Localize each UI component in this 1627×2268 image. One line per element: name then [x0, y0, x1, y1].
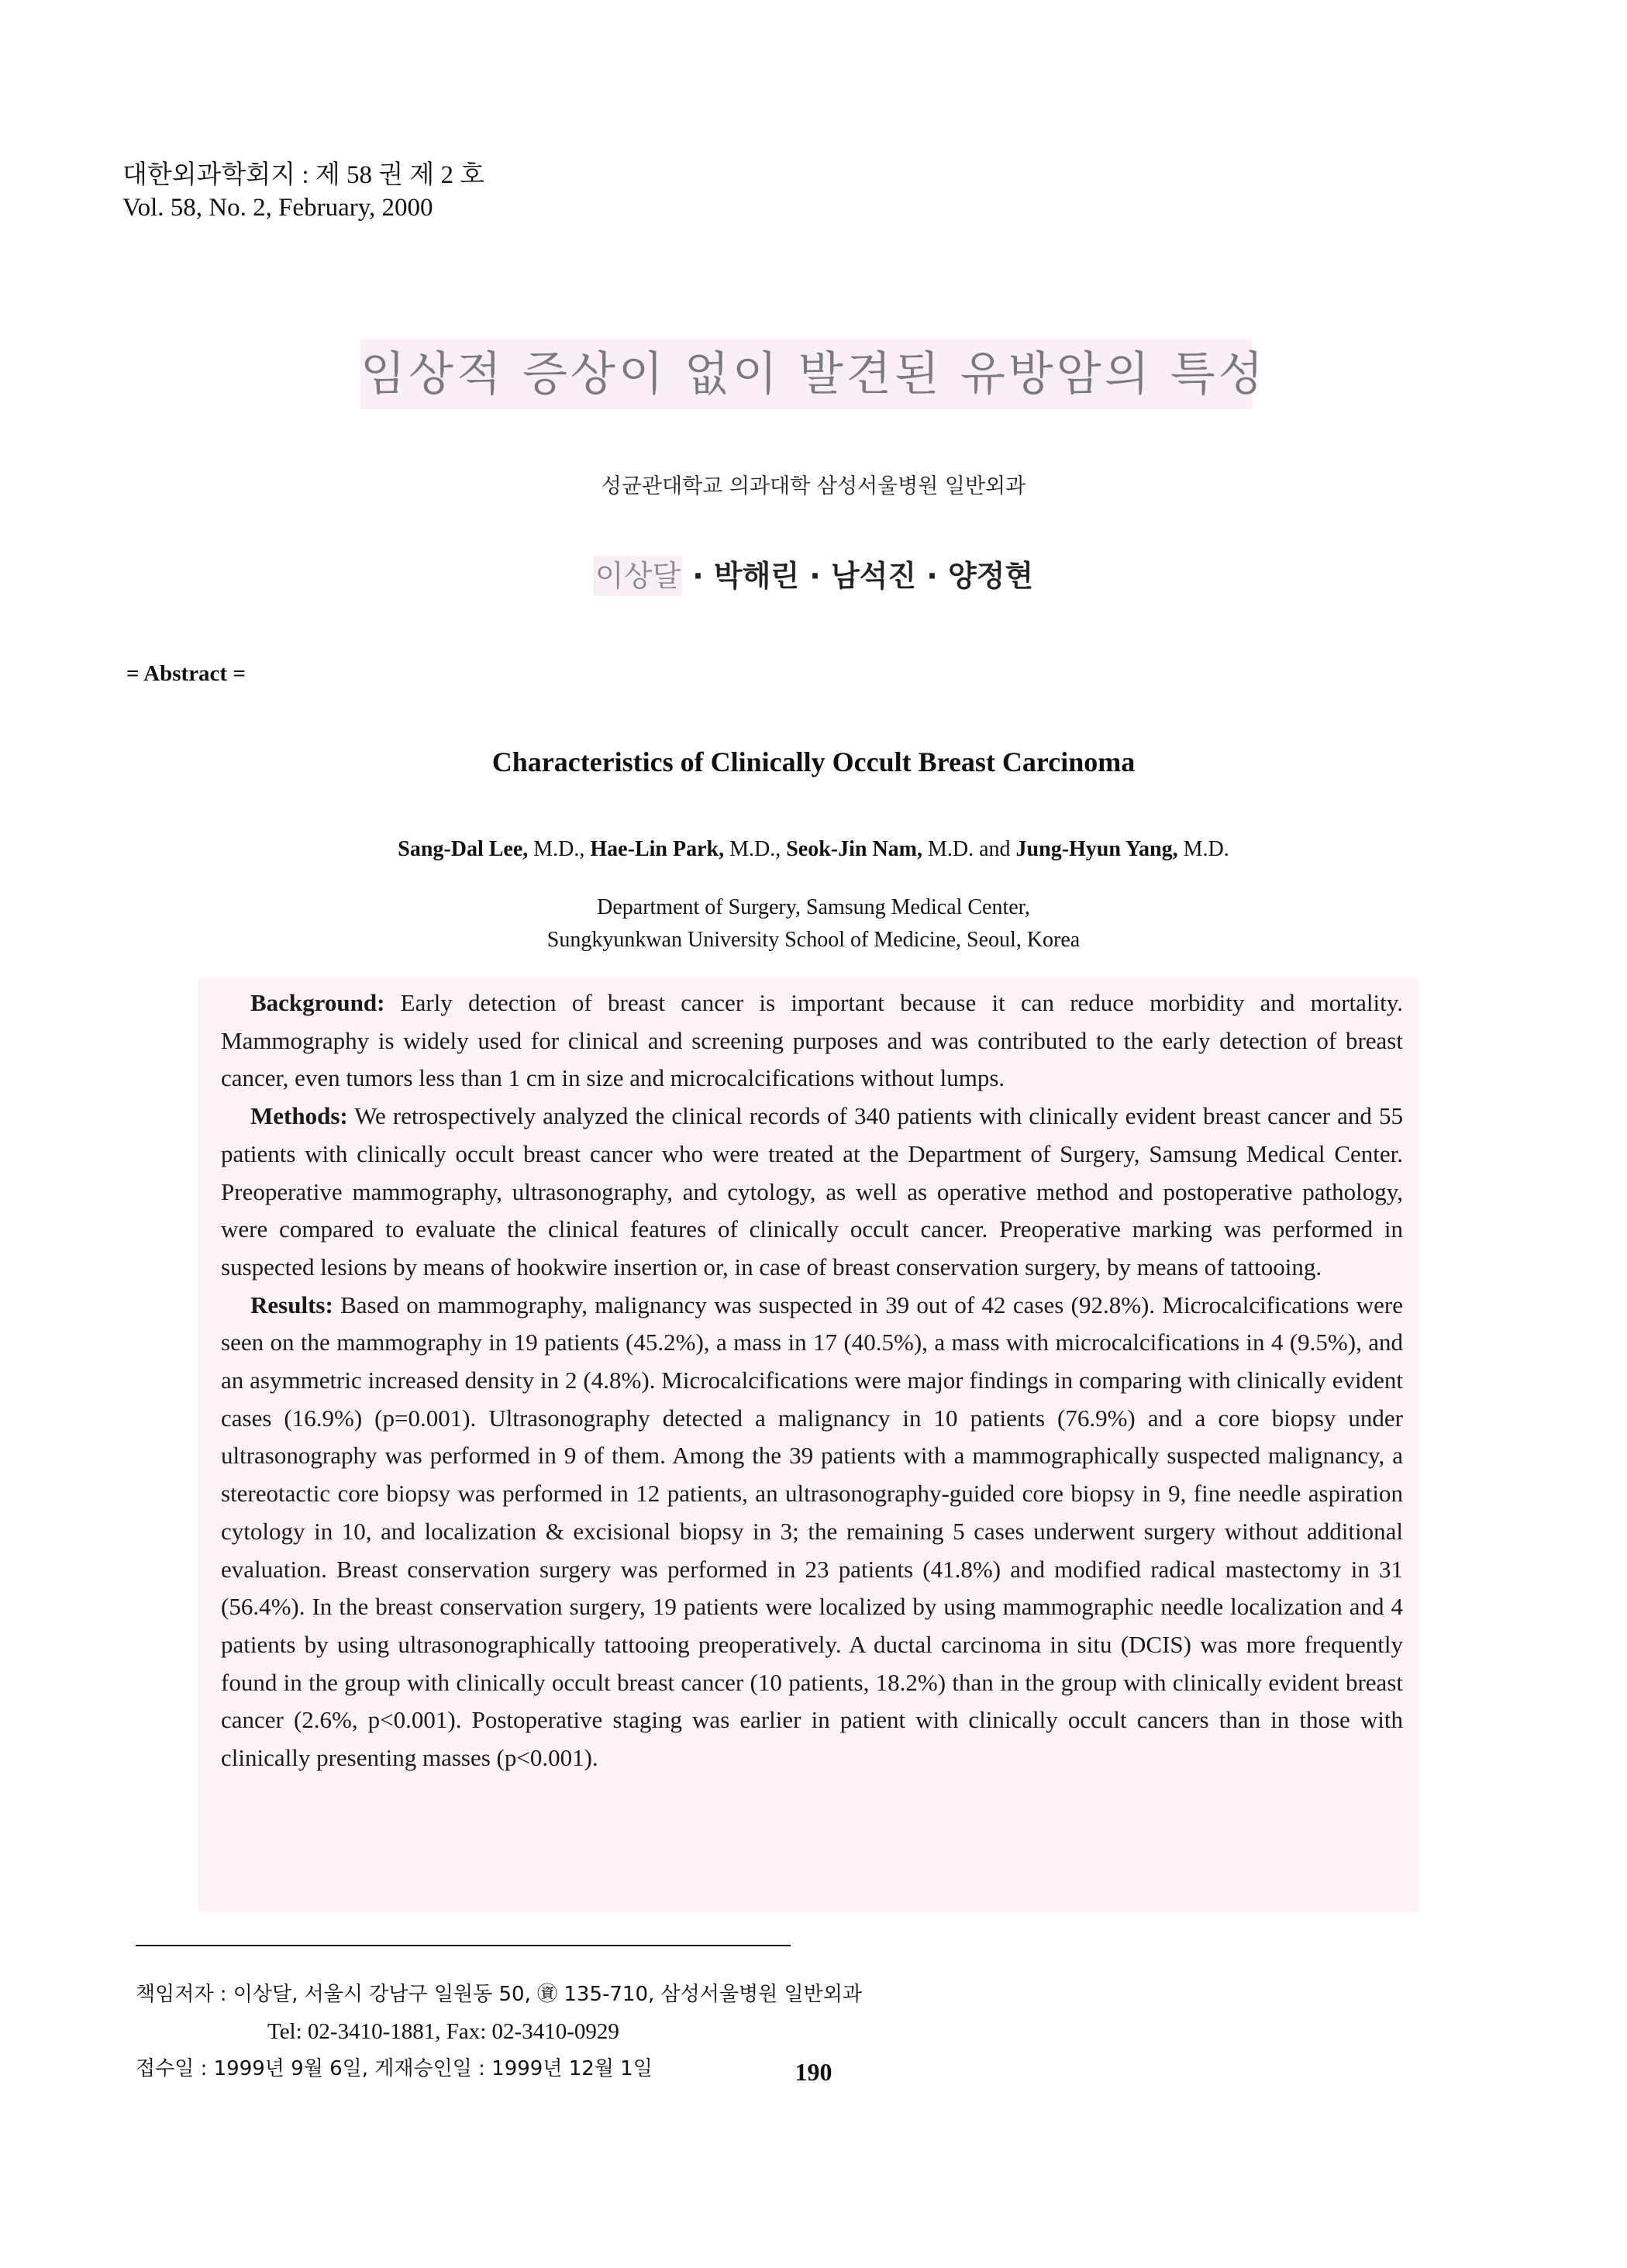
section-text: We retrospectively analyzed the clinical records of 340 patients with clinically evident breast cancer and 55 patients with clinically occult breast cancer who were treated at the Department of Surgery, Samsung Medical Center. Preoperative mammography, ultrasonography, and cytology, as well as operative method and postoperative pathology, were compared to evaluate the clinical features of clinically occult cancer. Preoperative marking was performed in suspected lesions by means of hookwire insertion or, in case of breast conservation surgery, by means of tattooing. — [221, 1102, 1403, 1280]
author-name: Sang-Dal Lee, — [398, 837, 529, 861]
corresponding-text: 이상달, 서울시 강남구 일원동 50, ㊮ 135-710, 삼성서울병원 일반외과 — [233, 1983, 862, 2006]
abstract-results-paragraph — [221, 1287, 1403, 1777]
english-title: Characteristics of Clinically Occult Breast Carcinoma — [491, 746, 1136, 777]
author-name: Jung-Hyun Yang, — [1015, 837, 1178, 861]
corresponding-author-line — [136, 1975, 862, 2013]
journal-volume-line: Vol. 58, No. 2, February, 2000 — [122, 194, 433, 222]
author-suffix: M.D., — [528, 837, 591, 861]
section-label: Methods: — [250, 1102, 348, 1130]
korean-affiliation: 성균관대학교 의과대학 삼성서울병원 일반외과 — [601, 474, 1026, 498]
english-affiliation — [0, 891, 1627, 956]
section-label: Background: — [250, 989, 385, 1016]
english-authors — [0, 837, 1627, 862]
journal-korean-line: 대한외과학회지 : 제 58 권 제 2 호 — [122, 161, 485, 189]
department-line: Department of Surgery, Samsung Medical Center, — [597, 895, 1030, 919]
footnote-divider — [136, 1945, 791, 1946]
tel-fax-line: Tel: 02-3410-1881, Fax: 02-3410-0929 — [267, 2019, 619, 2044]
korean-other-authors: · 박해린 · 남석진 · 양정현 — [682, 559, 1034, 593]
section-text: Early detection of breast cancer is important because it can reduce morbidity and mortality. Mammography is widely used for clinical and screening purposes and was contributed to the early detection of breast cancer, even tumors less than 1 cm in size and microcalcifications without lumps. — [221, 989, 1403, 1092]
author-suffix: M.D., — [724, 837, 787, 861]
author-name: Hae-Lin Park, — [590, 837, 725, 861]
author-name: Seok-Jin Nam, — [786, 837, 922, 861]
abstract-body — [221, 984, 1403, 1777]
journal-header — [122, 159, 484, 224]
korean-authors — [0, 552, 1627, 595]
korean-title: 임상적 증상이 없이 발견된 유방암의 특성 — [360, 340, 1252, 409]
abstract-label: = Abstract = — [126, 661, 246, 686]
abstract-background-paragraph — [221, 984, 1403, 1098]
school-line: Sungkyunkwan University School of Medicine, Seoul, Korea — [546, 928, 1081, 952]
abstract-methods-paragraph — [221, 1098, 1403, 1287]
section-label: Results: — [250, 1291, 333, 1318]
korean-first-author: 이상달 — [594, 556, 682, 596]
author-suffix: M.D. and — [922, 837, 1016, 861]
page-number: 190 — [795, 2058, 832, 2086]
author-suffix: M.D. — [1177, 837, 1229, 861]
section-text: Based on mammography, malignancy was suspected in 39 out of 42 cases (92.8%). Microcalcifications were seen on the mammography in 19 patients (45.2%), a mass in 17 (40.5%), a mass with microcalcifications in 4 (9.5%), and an asymmetric increased density in 2 (4.8%). Microcalcifications were major findings in comparing with clinically evident cases (16.9%) (p=0.001). Ultrasonography detected a malignancy in 10 patients (76.9%) and a core biopsy under ultrasonography was performed in 9 of them. Among the 39 patients with a mammographically suspected malignancy, a stereotactic core biopsy was performed in 12 patients, an ultrasonography-guided core biopsy in 9, fine needle aspiration cytology in 10, and localization & excisional biopsy in 3; the remaining 5 cases underwent surgery without additional evaluation. Breast conservation surgery was performed in 23 patients (41.8%) and modified radical mastectomy in 31 (56.4%). In the breast conservation surgery, 19 patients were localized by using mammographic needle localization and 4 patients by using ultrasonographically tattooing preoperatively. A ductal carcinoma in situ (DCIS) was more frequently found in the group with clinically occult breast cancer (10 patients, 18.2%) than in the group with clinically evident breast cancer (2.6%, p<0.001). Postoperative staging was earlier in patient with clinically occult cancers than in those with clinically presenting masses (p<0.001). — [221, 1291, 1403, 1772]
received-date-line: 접수일 : 1999년 9월 6일, 게재승인일 : 1999년 12월 1일 — [136, 2057, 653, 2080]
corresponding-label: 책임저자 : — [136, 1983, 233, 2006]
